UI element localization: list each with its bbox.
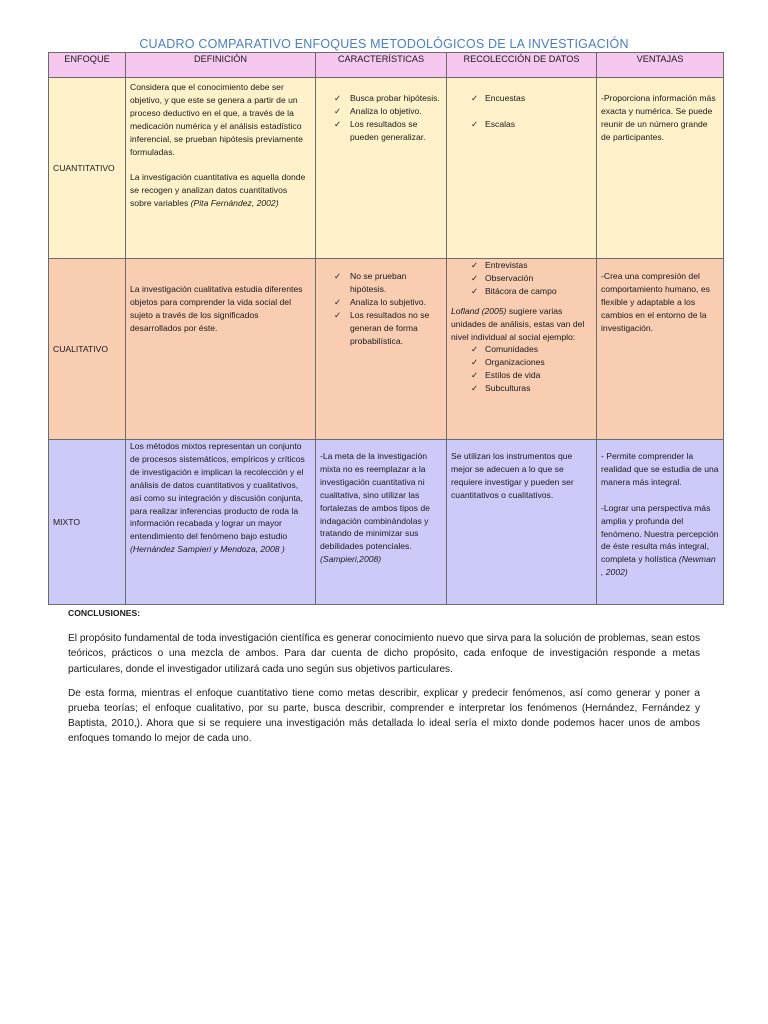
header-enfoque: ENFOQUE bbox=[49, 53, 126, 78]
check-list bbox=[451, 259, 592, 298]
check-list-item: ✓ No se prueban hipótesis. bbox=[320, 270, 442, 296]
definicion-text: Los métodos mixtos representan un conjunto de procesos sistemáticos, empíricos y críticos de investigación e implican la recolección y el análisis de datos cuantitativos y cualitativos, así como su integración y discusión conjunta, para realizar inferencias producto de roda la información recabada y lograr un mayor entendimiento del fenómeno bajo estudio bbox=[130, 441, 305, 542]
comparison-table bbox=[48, 52, 724, 605]
citation: (Sampieri,2008) bbox=[320, 554, 382, 565]
citation: Lofland (2005) bbox=[451, 305, 507, 316]
definicion-cualitativo: La investigación cualitativa estudia diferentes objetos para comprender la vida social del sujeto a través de los significados desarrollados por éste. bbox=[126, 259, 316, 440]
check-list bbox=[320, 270, 442, 347]
ventajas-cuantitativo: -Proporciona información más exacta y numérica. Se puede reunir de un número grande de participantes. bbox=[597, 78, 724, 259]
caracteristicas-mixto bbox=[316, 440, 447, 605]
check-list-item: ✓ Bitácora de campo bbox=[451, 285, 592, 298]
check-list-item: ✓ Subculturas bbox=[451, 382, 592, 395]
recoleccion-mixto: Se utilizan los instrumentos que mejor se adecuen a lo que se requiere investigar y pueden ser cuantitativos o cualitativos. bbox=[447, 440, 597, 605]
check-list bbox=[451, 343, 592, 395]
definicion-text-2 bbox=[130, 171, 311, 210]
conclusions-heading: CONCLUSIONES: bbox=[68, 608, 141, 618]
enfoque-mixto: MIXTO bbox=[49, 440, 126, 605]
check-list-item: ✓ Busca probar hipótesis. bbox=[320, 92, 442, 105]
check-list-item: ✓ Estilos de vida bbox=[451, 369, 592, 382]
ventajas-text: - Permite comprender la realidad que se estudia de una manera más integral. bbox=[601, 451, 719, 487]
conclusions-section bbox=[68, 606, 700, 756]
row-cualitativo bbox=[49, 259, 724, 440]
conclusions-paragraph-2: De esta forma, mientras el enfoque cuantitativo tiene como metas describir, explicar y predecir fenómenos, así como generar y poner a prueba teorías; el enfoque cualitativo, por su parte, busca describir, comprender e interpretar los fenómenos (Hernández, Fernández y Baptista, 2010,). Ahora que si se requiere una investigación más detallada lo ideal sería el mixto donde podemos hacer unos de ambos enfoques tomando lo mejor de cada uno. bbox=[68, 687, 700, 745]
header-definicion: DEFINICIÓN bbox=[126, 53, 316, 78]
definicion-mixto bbox=[126, 440, 316, 605]
conclusions-paragraph-1: El propósito fundamental de toda investigación científica es generar conocimiento nuevo que sirva para la solución de problemas, sean estos teóricos, prácticos o una mezcla de ambos. Para dar cuenta de dicho propósito, cada enfoque de investigación responde a metas particulares, donde el investigador utilizará cada uno según sus objetivos particulares. bbox=[68, 633, 700, 675]
check-list-item: ✓ Encuestas bbox=[451, 92, 592, 105]
citation: (Newman , 2002) bbox=[601, 554, 716, 578]
definicion-cuantitativo bbox=[126, 78, 316, 259]
table-header-row bbox=[49, 53, 724, 78]
recoleccion-cualitativo bbox=[447, 259, 597, 440]
document-title: CUADRO COMPARATIVO ENFOQUES METODOLÓGICOS DE LA INVESTIGACIÓN bbox=[139, 37, 629, 51]
definicion-text-2-body: La investigación cuantitativa es aquella donde se recogen y analizan datos cuantitativos sobre variables bbox=[130, 172, 306, 209]
header-caracteristicas: CARACTERÍSTICAS bbox=[316, 53, 447, 78]
row-mixto bbox=[49, 440, 724, 605]
ventajas-mixto bbox=[597, 440, 724, 605]
check-list-item: ✓ Analiza lo objetivo. bbox=[320, 105, 442, 118]
enfoque-cuantitativo: CUANTITATIVO bbox=[49, 78, 126, 259]
row-cuantitativo bbox=[49, 78, 724, 259]
enfoque-cualitativo: CUALITATIVO bbox=[49, 259, 126, 440]
header-recoleccion: RECOLECCIÓN DE DATOS bbox=[447, 53, 597, 78]
check-list-item: ✓ Comunidades bbox=[451, 343, 592, 356]
citation: (Pita Fernández, 2002) bbox=[190, 198, 279, 209]
ventajas-text-2-body: -Lograr una perspectiva más amplia y profunda del fenómeno. Nuestra percepción de éste resulta más integral, completa y holística bbox=[601, 502, 719, 565]
caracteristicas-cualitativo bbox=[316, 259, 447, 440]
recoleccion-text bbox=[451, 305, 592, 344]
definicion-text: Considera que el conocimiento debe ser objetivo, y que este se genera a partir de un proceso deductivo en el que, a través de la medicación numérica y el análisis estadístico inferencial, se prueban hipótesis previamente formuladas. bbox=[130, 82, 303, 157]
check-list-item: ✓ Analiza lo subjetivo. bbox=[320, 296, 442, 309]
header-ventajas: VENTAJAS bbox=[597, 53, 724, 78]
caracteristicas-cuantitativo bbox=[316, 78, 447, 259]
caracteristicas-text: -La meta de la investigación mixta no es reemplazar a la investigación cuantitativa ni cualitativa, sino utilizar las fortalezas de ambos tipos de indagación combinándolas y tratando de minimizar sus debilidades potenciales. bbox=[320, 451, 430, 552]
check-list-item: ✓ Los resultados no se generan de forma probabilística. bbox=[320, 309, 442, 348]
ventajas-text-2 bbox=[601, 502, 719, 579]
check-list bbox=[451, 92, 592, 131]
check-list bbox=[320, 92, 442, 144]
check-list-item: ✓ Los resultados se pueden generalizar. bbox=[320, 118, 442, 144]
recoleccion-text-body: sugiere varias unidades de análisis, estas van del nivel individual al social ejemplo: bbox=[451, 305, 585, 342]
check-list-item: ✓ Entrevistas bbox=[451, 259, 592, 272]
check-list-item: ✓ Observación bbox=[451, 272, 592, 285]
check-list-item: ✓ Organizaciones bbox=[451, 356, 592, 369]
citation: (Hernández Sampieri y Mendoza, 2008 ) bbox=[130, 544, 285, 555]
ventajas-cualitativo: -Crea una compresión del comportamiento humano, es flexible y adaptable a los cambios en el entorno de la investigación. bbox=[597, 259, 724, 440]
check-list-item: ✓ Escalas bbox=[451, 118, 592, 131]
recoleccion-cuantitativo bbox=[447, 78, 597, 259]
